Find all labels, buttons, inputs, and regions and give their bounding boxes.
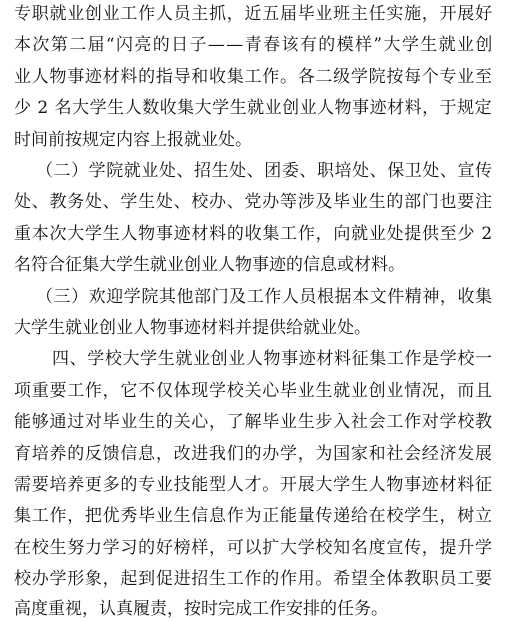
text-line-19: 校办学形象，起到促进招生工作的作用。希望全体教职员工要 xyxy=(14,569,493,590)
text-line-6: （二）学院就业处、招生处、团委、职培处、保卫处、宣传 xyxy=(36,161,493,181)
text-line-14: 能够通过对毕业生的关心，了解毕业生步入社会工作对学校教 xyxy=(14,412,493,433)
text-line-9: 名符合征集大学生就业创业人物事迹的信息或材料。 xyxy=(14,255,405,276)
text-line-5: 时间前按规定内容上报就业处。 xyxy=(14,129,252,150)
text-line-2: 本次第二届“闪亮的日子——青春该有的模样”大学生就业创 xyxy=(14,35,494,56)
text-line-18: 在校生努力学习的好榜样，可以扩大学校知名度宣传，提升学 xyxy=(14,537,493,558)
text-line-20: 高度重视，认真履责，按时完成工作安排的任务。 xyxy=(14,599,388,619)
text-line-15: 育培养的反馈信息，改进我们的办学，为国家和社会经济发展 xyxy=(14,443,493,464)
text-line-7: 处、教务处、学生处、校办、党办等涉及毕业生的部门也要注 xyxy=(14,192,493,213)
text-line-10: （三）欢迎学院其他部门及工作人员根据本文件精神，收集 xyxy=(36,286,493,307)
text-line-8: 重本次大学生人物事迹材料的收集工作，向就业处提供至少 2 xyxy=(14,223,493,244)
text-line-4: 少 2 名大学生人数收集大学生就业创业人物事迹材料，于规定 xyxy=(14,98,493,119)
text-line-16: 需要培养更多的专业技能型人才。开展大学生人物事迹材料征 xyxy=(14,475,493,495)
text-line-13: 项重要工作，它不仅体现学校关心毕业生就业创业情况，而且 xyxy=(14,380,493,401)
text-line-3: 业人物事迹材料的指导和收集工作。各二级学院按每个专业至 xyxy=(14,66,493,87)
text-line-11: 大学生就业创业人物事迹材料并提供给就业处。 xyxy=(14,318,371,338)
text-line-17: 集工作，把优秀毕业生信息作为正能量传递给在校学生，树立 xyxy=(14,506,493,527)
text-line-12: 四、学校大学生就业创业人物事迹材料征集工作是学校一 xyxy=(52,349,493,370)
text-line-1: 专职就业创业工作人员主抓，近五届毕业班主任实施，开展好 xyxy=(14,4,493,24)
